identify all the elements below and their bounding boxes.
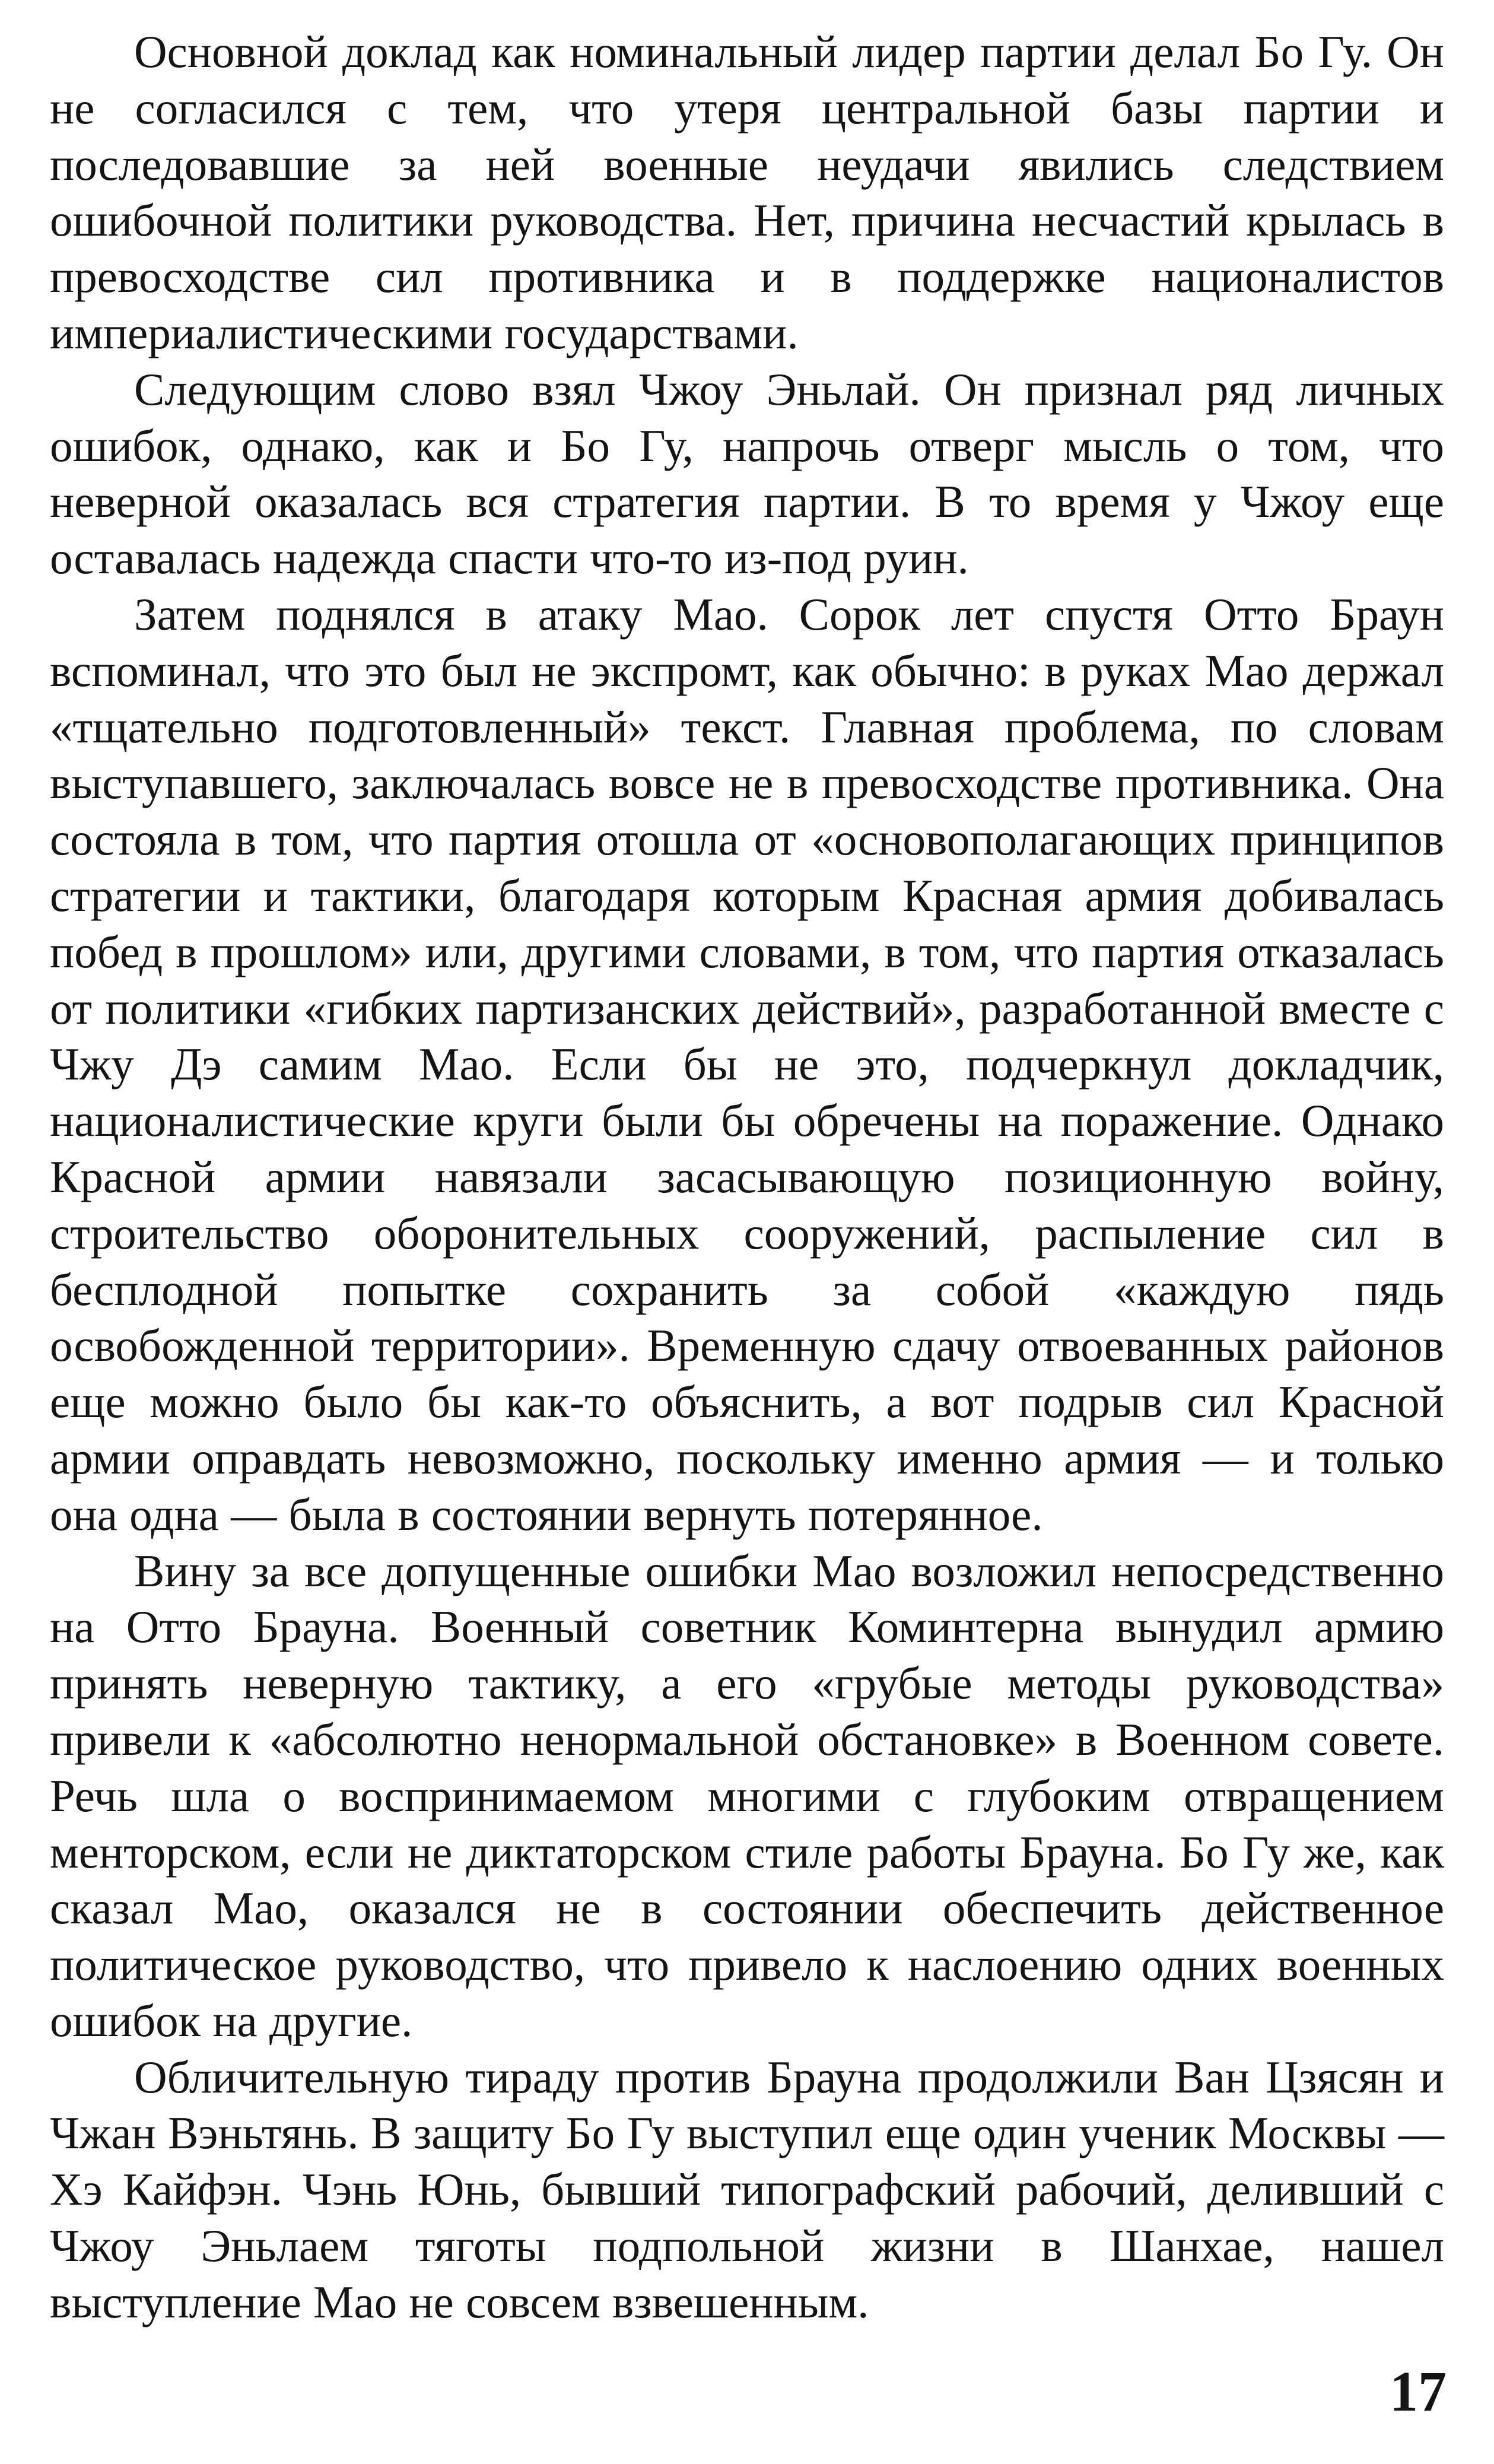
paragraph-2: Следующим слово взял Чжоу Эньлай. Он признал ряд личных ошибок, однако, как и Бо Гу, напрочь отверг мысль о том, что неверной оказалась вся стратегия партии. В то время у Чжоу еще оставалась надежда спасти что-то из-под руин. bbox=[50, 363, 1444, 584]
paragraph-3: Затем поднялся в атаку Мао. Сорок лет спустя Отто Браун вспоминал, что это был не экспромт, как обычно: в руках Мао держал «тщательно подготовленный» текст. Главная проблема, по словам выступавшего, заключалась вовсе не в превосходстве противника. Она состояла в том, что партия отошла от «основополагающих принципов стратегии и тактики, благодаря которым Красная армия добивалась побед в прошлом» или, другими словами, в том, что партия отказалась от политики «гибких партизанских действий», разработанной вместе с Чжу Дэ самим Мао. Если бы не это, подчеркнул докладчик, националистические круги были бы обречены на поражение. Однако Красной армии навязали засасывающую позиционную войну, строительство оборонительных сооружений, распыление сил в бесплодной попытке сохранить за собой «каждую пядь освобожденной территории». Временную сдачу отвоеванных районов еще можно было бы как-то объяснить, а вот подрыв сил Красной армии оправдать невозможно, поскольку именно армия — и только она одна — была в состоянии вернуть потерянное. bbox=[50, 588, 1444, 1540]
body-text bbox=[50, 24, 1444, 2330]
paragraph-1: Основной доклад как номинальный лидер партии делал Бо Гу. Он не согласился с тем, что утеря центральной базы партии и последовавшие за ней военные неудачи явились следствием ошибочной политики руководства. Нет, причина несчастий крылась в превосходстве сил противника и в поддержке националистов империалистическими государствами. bbox=[50, 26, 1444, 358]
paragraph-4: Вину за все допущенные ошибки Мао возложил непосредственно на Отто Брауна. Военный советник Коминтерна вынудил армию принять неверную тактику, а его «грубые методы руководства» привели к «абсолютно ненормальной обстановке» в Военном совете. Речь шла о воспринимаемом многими с глубоким отвращением менторском, если не диктаторском стиле работы Брауна. Бо Гу же, как сказал Мао, оказался не в состоянии обеспечить действенное политическое руководство, что привело к наслоению одних военных ошибок на другие. bbox=[50, 1545, 1444, 2046]
paragraph-5: Обличительную тираду против Брауна продолжили Ван Цзясян и Чжан Вэньтянь. В защиту Бо Гу выступил еще один ученик Москвы — Хэ Кайфэн. Чэнь Юнь, бывший типографский рабочий, деливший с Чжоу Эньлаем тяготы подпольной жизни в Шанхае, нашел выступление Мао не совсем взвешенным. bbox=[50, 2051, 1444, 2328]
page-number: 17 bbox=[1390, 2360, 1447, 2423]
